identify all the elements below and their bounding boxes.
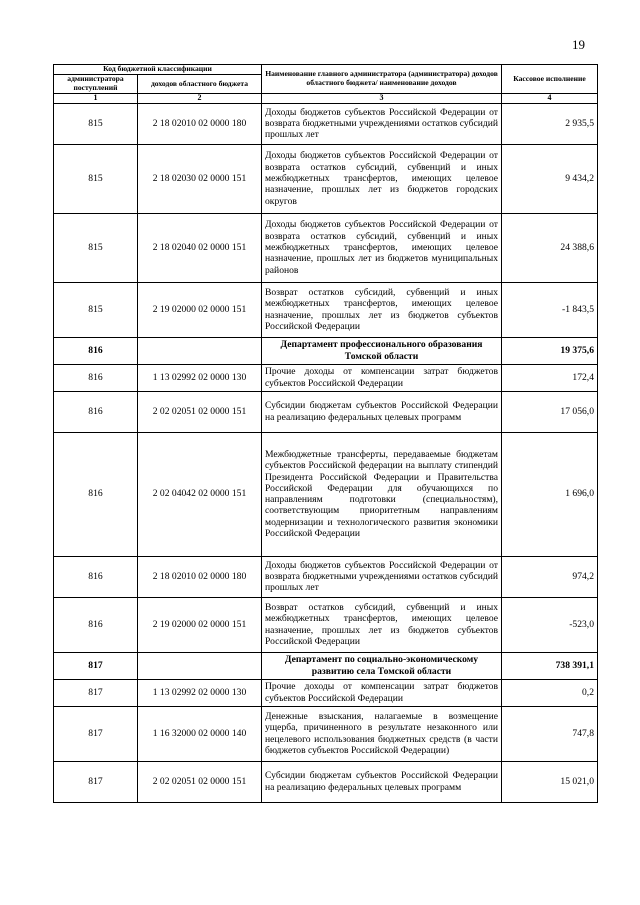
table-row [54, 282, 598, 337]
admin-code-cell: 815 [54, 282, 138, 337]
income-code-cell: 2 18 02010 02 0000 180 [138, 556, 262, 597]
income-code-cell [138, 652, 262, 679]
amount-cell: 17 056,0 [502, 391, 598, 432]
admin-code-cell: 816 [54, 337, 138, 364]
admin-code-cell: 816 [54, 432, 138, 556]
amount-cell: 1 696,0 [502, 432, 598, 556]
table-row [54, 761, 598, 802]
income-name-cell: Субсидии бюджетам субъектов Российской Федерации на реализацию федеральных целевых программ [262, 761, 502, 802]
income-name-cell: Департамент профессионального образования Томской области [262, 337, 502, 364]
amount-cell: 19 375,6 [502, 337, 598, 364]
income-name-cell: Прочие доходы от компенсации затрат бюджетов субъектов Российской Федерации [262, 679, 502, 706]
admin-code-cell: 816 [54, 391, 138, 432]
table-row [54, 556, 598, 597]
header-num-1: 1 [54, 94, 138, 104]
admin-code-cell: 815 [54, 144, 138, 213]
amount-cell: 15 021,0 [502, 761, 598, 802]
amount-cell: -523,0 [502, 597, 598, 652]
income-code-cell: 2 18 02010 02 0000 180 [138, 103, 262, 144]
budget-table [53, 64, 598, 803]
income-name-cell: Прочие доходы от компенсации затрат бюджетов субъектов Российской Федерации [262, 364, 502, 391]
amount-cell: -1 843,5 [502, 282, 598, 337]
admin-code-cell: 816 [54, 597, 138, 652]
admin-code-cell: 815 [54, 213, 138, 282]
header-classification-group: Код бюджетной классификации [54, 65, 262, 75]
page-number: 19 [572, 37, 585, 52]
amount-cell: 172,4 [502, 364, 598, 391]
income-code-cell: 1 16 32000 02 0000 140 [138, 706, 262, 761]
income-code-cell: 1 13 02992 02 0000 130 [138, 364, 262, 391]
income-name-cell: Доходы бюджетов субъектов Российской Федерации от возврата бюджетными учреждениями остатков субсидий прошлых лет [262, 103, 502, 144]
header-income-code: доходов областного бюджета [138, 75, 262, 94]
header-name: Наименование главного администратора (администратора) доходов областного бюджета/ наименование доходов [262, 65, 502, 94]
admin-code-cell: 815 [54, 103, 138, 144]
income-code-cell: 2 19 02000 02 0000 151 [138, 597, 262, 652]
table-row [54, 706, 598, 761]
income-code-cell: 2 19 02000 02 0000 151 [138, 282, 262, 337]
admin-code-cell: 817 [54, 679, 138, 706]
section-row [54, 652, 598, 679]
header-admin: администратора поступлений [54, 75, 138, 94]
amount-cell: 2 935,5 [502, 103, 598, 144]
table-row [54, 679, 598, 706]
income-code-cell: 2 02 04042 02 0000 151 [138, 432, 262, 556]
header-num-3: 3 [262, 94, 502, 104]
table-body [54, 103, 598, 802]
income-name-cell: Доходы бюджетов субъектов Российской Федерации от возврата бюджетными учреждениями остатков субсидий прошлых лет [262, 556, 502, 597]
table-row [54, 213, 598, 282]
amount-cell: 738 391,1 [502, 652, 598, 679]
income-name-cell: Возврат остатков субсидий, субвенций и иных межбюджетных трансфертов, имеющих целевое назначение, прошлых лет из бюджетов субъектов Российской Федерации [262, 282, 502, 337]
table-row [54, 597, 598, 652]
income-code-cell: 1 13 02992 02 0000 130 [138, 679, 262, 706]
admin-code-cell: 817 [54, 761, 138, 802]
table-row [54, 144, 598, 213]
income-name-cell: Департамент по социально-экономическому развитию села Томской области [262, 652, 502, 679]
header-amount: Кассовое исполнение [502, 65, 598, 94]
income-name-cell: Возврат остатков субсидий, субвенций и иных межбюджетных трансфертов, имеющих целевое назначение, прошлых лет из бюджетов субъектов Российской Федерации [262, 597, 502, 652]
income-code-cell: 2 18 02030 02 0000 151 [138, 144, 262, 213]
income-code-cell [138, 337, 262, 364]
income-name-cell: Межбюджетные трансферты, передаваемые бюджетам субъектов Российской федерации на выплату стипендий Президента Российской Федерации и Правительства Российской Федерации для обучающихся по направлениям подготовки (специальностям), соответствующим приоритетным направлениям модернизации и технологического развития экономики Российской Федерации [262, 432, 502, 556]
table-row [54, 364, 598, 391]
income-code-cell: 2 02 02051 02 0000 151 [138, 761, 262, 802]
header-num-4: 4 [502, 94, 598, 104]
admin-code-cell: 816 [54, 364, 138, 391]
income-name-cell: Субсидии бюджетам субъектов Российской Федерации на реализацию федеральных целевых программ [262, 391, 502, 432]
income-code-cell: 2 02 02051 02 0000 151 [138, 391, 262, 432]
table-row [54, 103, 598, 144]
amount-cell: 24 388,6 [502, 213, 598, 282]
income-name-cell: Денежные взыскания, налагаемые в возмещение ущерба, причиненного в результате незаконного или нецелевого использования бюджетных средств (в части бюджетов субъектов Российской Федерации) [262, 706, 502, 761]
section-row [54, 337, 598, 364]
table-row [54, 432, 598, 556]
admin-code-cell: 817 [54, 652, 138, 679]
income-code-cell: 2 18 02040 02 0000 151 [138, 213, 262, 282]
admin-code-cell: 816 [54, 556, 138, 597]
income-name-cell: Доходы бюджетов субъектов Российской Федерации от возврата остатков субсидий, субвенций и иных межбюджетных трансфертов, имеющих целевое назначение, прошлых лет из бюджетов муниципальных районов [262, 213, 502, 282]
income-name-cell: Доходы бюджетов субъектов Российской Федерации от возврата остатков субсидий, субвенций и иных межбюджетных трансфертов, имеющих целевое назначение, прошлых лет из бюджетов городских округов [262, 144, 502, 213]
table-row [54, 391, 598, 432]
amount-cell: 974,2 [502, 556, 598, 597]
admin-code-cell: 817 [54, 706, 138, 761]
amount-cell: 747,8 [502, 706, 598, 761]
header-num-2: 2 [138, 94, 262, 104]
amount-cell: 9 434,2 [502, 144, 598, 213]
amount-cell: 0,2 [502, 679, 598, 706]
